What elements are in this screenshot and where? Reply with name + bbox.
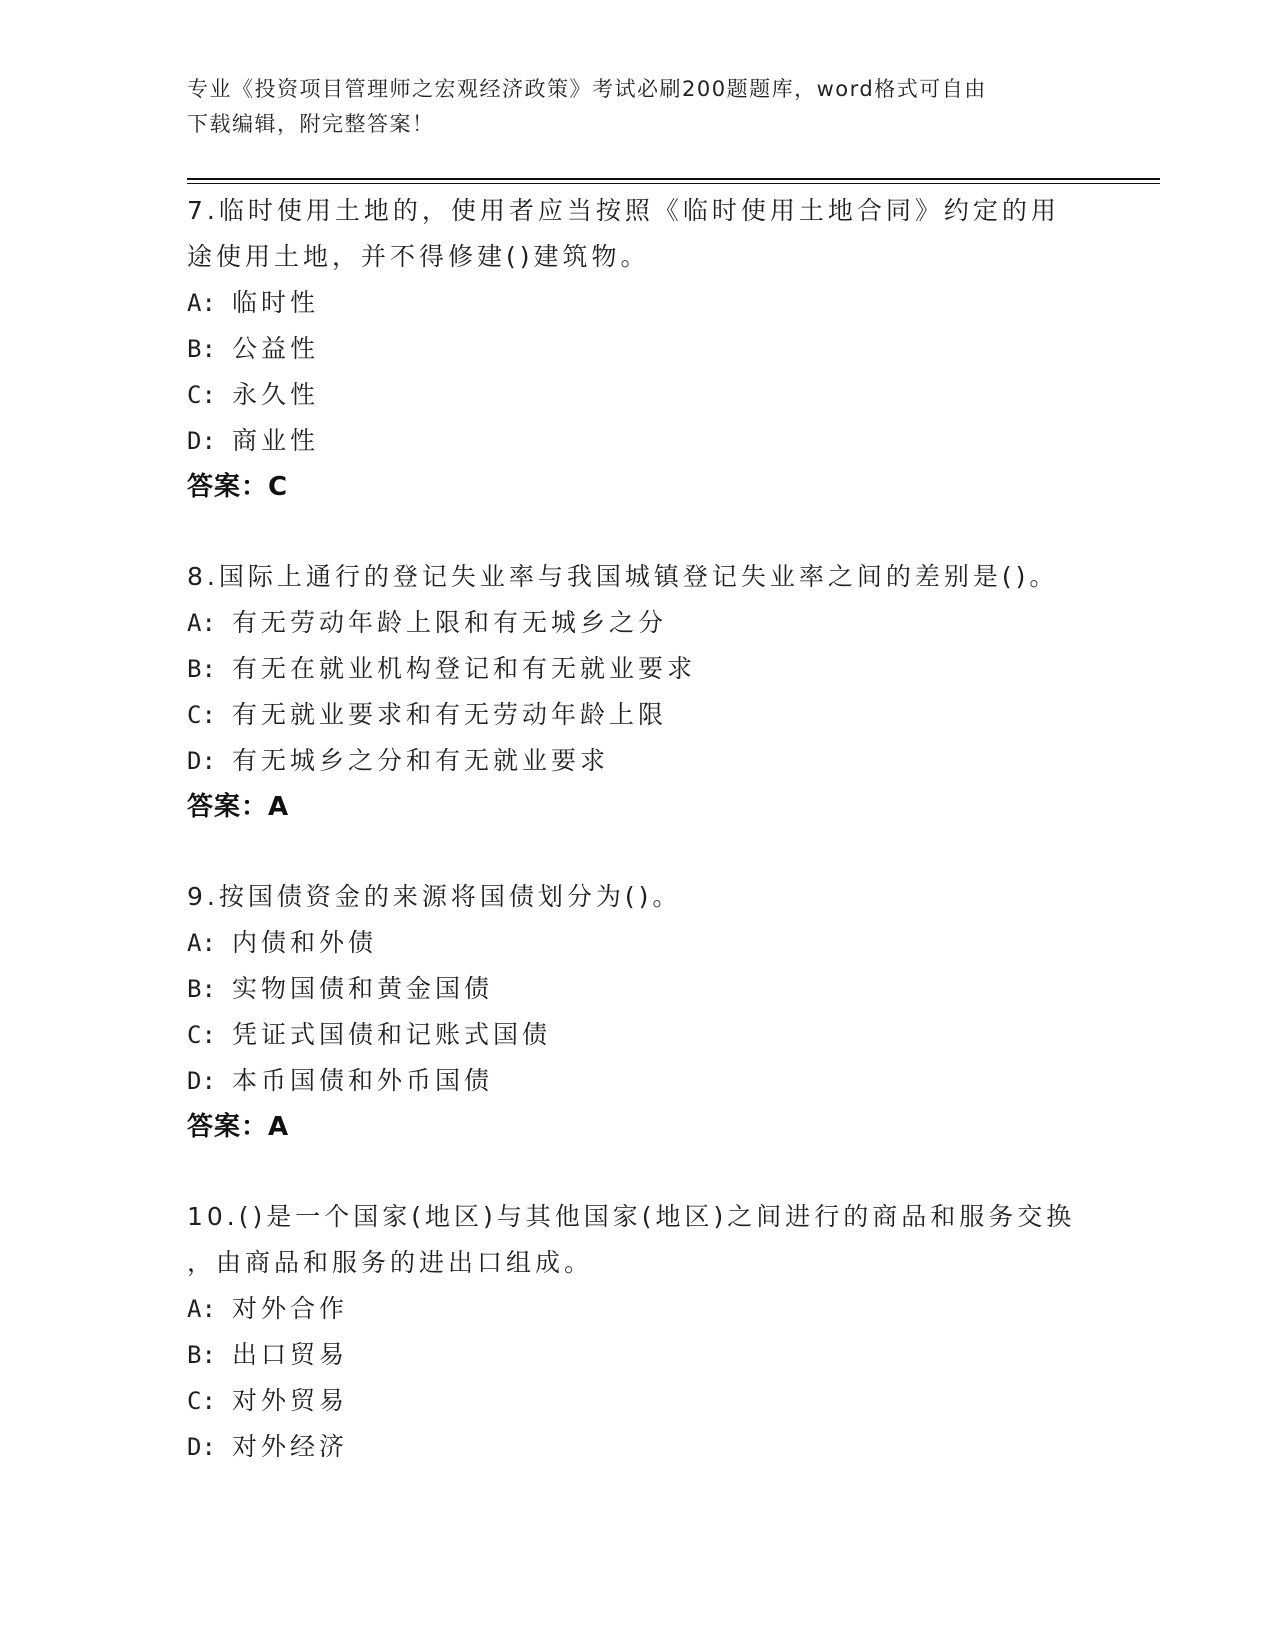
option-d xyxy=(187,1424,1087,1470)
question-text-line: 途使用土地，并不得修建()建筑物。 xyxy=(187,242,650,271)
option-letter: C: xyxy=(187,701,216,729)
option-text: 商业性 xyxy=(232,426,320,455)
question-7 xyxy=(187,188,1087,510)
option-c xyxy=(187,692,1087,738)
option-text: 有无就业要求和有无劳动年龄上限 xyxy=(232,700,668,729)
option-letter: D: xyxy=(187,1433,216,1461)
option-c xyxy=(187,1012,1087,1058)
question-text-line: 8.国际上通行的登记失业率与我国城镇登记失业率之间的差别是()。 xyxy=(187,562,1059,591)
option-d xyxy=(187,738,1087,784)
option-a xyxy=(187,920,1087,966)
option-letter: B: xyxy=(187,1341,216,1369)
question-text-line: 9.按国债资金的来源将国债划分为()。 xyxy=(187,882,682,911)
option-a xyxy=(187,1286,1087,1332)
question-spacer xyxy=(187,1150,1087,1194)
header-divider-thin xyxy=(187,183,1160,184)
option-b xyxy=(187,326,1087,372)
option-text: 有无城乡之分和有无就业要求 xyxy=(232,746,610,775)
option-letter: D: xyxy=(187,747,216,775)
option-letter: C: xyxy=(187,1387,216,1415)
option-b xyxy=(187,966,1087,1012)
option-letter: A: xyxy=(187,609,216,637)
option-text: 公益性 xyxy=(232,334,320,363)
option-letter: A: xyxy=(187,1295,216,1323)
option-d xyxy=(187,1058,1087,1104)
option-c xyxy=(187,1378,1087,1424)
question-spacer xyxy=(187,510,1087,554)
header-line-1: 专业《投资项目管理师之宏观经济政策》考试必刷200题题库，word格式可自由 xyxy=(187,77,987,101)
option-a xyxy=(187,600,1087,646)
option-letter: D: xyxy=(187,427,216,455)
option-text: 实物国债和黄金国债 xyxy=(232,974,494,1003)
option-text: 临时性 xyxy=(232,288,320,317)
option-text: 有无劳动年龄上限和有无城乡之分 xyxy=(232,608,668,637)
option-letter: C: xyxy=(187,1021,216,1049)
answer-line: 答案：C xyxy=(187,472,289,502)
option-text: 有无在就业机构登记和有无就业要求 xyxy=(232,654,697,683)
option-a xyxy=(187,280,1087,326)
option-text: 出口贸易 xyxy=(232,1340,349,1369)
option-b xyxy=(187,646,1087,692)
question-8 xyxy=(187,554,1087,830)
option-text: 本币国债和外币国债 xyxy=(232,1066,494,1095)
option-text: 内债和外债 xyxy=(232,928,378,957)
answer-line: 答案：A xyxy=(187,792,290,822)
answer-line: 答案：A xyxy=(187,1112,290,1142)
option-letter: C: xyxy=(187,381,216,409)
option-c xyxy=(187,372,1087,418)
question-spacer xyxy=(187,830,1087,874)
option-letter: B: xyxy=(187,655,216,683)
option-letter: A: xyxy=(187,289,216,317)
header-divider-thick xyxy=(187,178,1160,180)
question-text-line: ，由商品和服务的进出口组成。 xyxy=(187,1248,594,1277)
question-9 xyxy=(187,874,1087,1150)
option-text: 永久性 xyxy=(232,380,320,409)
option-letter: B: xyxy=(187,335,216,363)
question-list xyxy=(187,188,1087,1470)
option-b xyxy=(187,1332,1087,1378)
option-letter: D: xyxy=(187,1067,216,1095)
option-text: 对外经济 xyxy=(232,1432,349,1461)
question-10 xyxy=(187,1194,1087,1470)
option-text: 凭证式国债和记账式国债 xyxy=(232,1020,552,1049)
question-text-line: 7.临时使用土地的，使用者应当按照《临时使用土地合同》约定的用 xyxy=(187,196,1060,225)
option-text: 对外合作 xyxy=(232,1294,349,1323)
document-header xyxy=(187,72,1067,142)
option-letter: A: xyxy=(187,929,216,957)
option-text: 对外贸易 xyxy=(232,1386,349,1415)
option-d xyxy=(187,418,1087,464)
question-text-line: 10.()是一个国家(地区)与其他国家(地区)之间进行的商品和服务交换 xyxy=(187,1202,1076,1231)
header-line-2: 下载编辑，附完整答案！ xyxy=(187,112,435,136)
option-letter: B: xyxy=(187,975,216,1003)
